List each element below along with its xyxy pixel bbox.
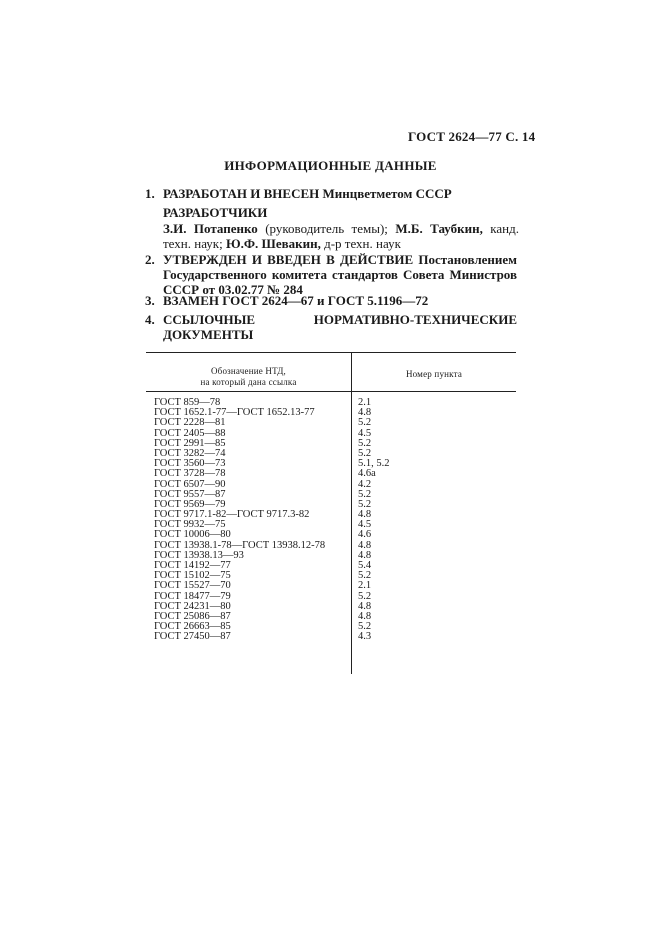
- clause-number: 4.8: [358, 509, 372, 521]
- table-top-rule: [146, 352, 516, 353]
- clause-number: 5.2: [358, 570, 372, 582]
- clause-number: 5.2: [358, 621, 372, 633]
- clause-number: 4.8: [358, 610, 372, 622]
- clause-number: 4.8: [358, 407, 372, 419]
- document-designation: ГОСТ 15527—70: [154, 580, 231, 592]
- document-designation: ГОСТ 14192—77: [154, 560, 231, 571]
- item-text: УТВЕРЖДЕН И ВВЕДЕН В ДЕЙСТВИЕ Постановлением Государственного комитета стандартов Совета Министров СССР от 03.02.77 № 284: [163, 252, 517, 297]
- clause-number: 4.5: [358, 427, 372, 439]
- section-title: ИНФОРМАЦИОННЫЕ ДАННЫЕ: [224, 158, 437, 173]
- item-text: ВЗАМЕН ГОСТ 2624—67 и ГОСТ 5.1196—72: [163, 293, 429, 308]
- document-designation: ГОСТ 2405—88: [154, 427, 226, 439]
- clause-number: 5.2: [358, 590, 372, 602]
- page-reference: ГОСТ 2624—77 С. 14: [408, 129, 536, 144]
- document-designation: ГОСТ 3728—78: [154, 468, 226, 480]
- clause-number: 5.2: [358, 488, 372, 500]
- document-designation: ГОСТ 3560—73: [154, 458, 226, 470]
- clause-number: 4.2: [358, 478, 372, 490]
- item-3: [145, 293, 517, 308]
- clause-number: 4.3: [358, 631, 372, 643]
- clause-number: 5.2: [358, 498, 372, 510]
- developer-name: Ю.Ф. Шевакин,: [225, 236, 321, 251]
- document-designation: ГОСТ 13938.13—93: [154, 549, 244, 561]
- reference-table: [146, 352, 516, 674]
- document-designation: ГОСТ 10006—80: [154, 529, 231, 541]
- item-4: [145, 312, 517, 342]
- column-header-document: [146, 366, 351, 388]
- clause-number: 4.6а: [358, 468, 376, 480]
- clause-number: 4.8: [358, 549, 372, 561]
- document-designation: ГОСТ 6507—90: [154, 478, 226, 490]
- clause-number: 5.2: [358, 447, 372, 459]
- clause-number: 5.2: [358, 437, 372, 449]
- document-designation: ГОСТ 25086—87: [154, 610, 231, 622]
- document-designation: ГОСТ 9569—79: [154, 498, 226, 510]
- item-1: [145, 186, 517, 201]
- column-header-point: Номер пункта: [405, 369, 463, 379]
- document-designation: ГОСТ 9717.1-82—ГОСТ 9717.3-82: [154, 509, 310, 521]
- item-number: 4.: [145, 312, 155, 327]
- document-designation: ГОСТ 859—78: [154, 397, 221, 408]
- clause-number: 4.5: [358, 519, 372, 531]
- column-header-line: Обозначение НТД,: [210, 366, 286, 376]
- document-designation: ГОСТ 24231—80: [154, 600, 231, 612]
- clause-number: 4.8: [358, 600, 372, 612]
- developer-name: М.Б. Таубкин,: [395, 221, 483, 236]
- document-designation: ГОСТ 1652.1-77—ГОСТ 1652.13-77: [154, 407, 315, 419]
- developers-list: [163, 221, 519, 251]
- column-header-line: на который дана ссылка: [200, 377, 297, 387]
- clause-number: 5.1, 5.2: [358, 458, 390, 470]
- document-designation: ГОСТ 13938.1-78—ГОСТ 13938.12-78: [154, 539, 326, 551]
- developer-name: З.И. Потапенко: [163, 221, 258, 236]
- clause-number: 5.2: [358, 417, 372, 429]
- clause-number: 2.1: [358, 580, 372, 592]
- developer-role: канд. техн. наук;: [163, 221, 519, 251]
- table-row: [146, 469, 516, 479]
- item-2: [145, 252, 517, 297]
- item-number: 2.: [145, 252, 155, 267]
- item-number: 3.: [145, 293, 155, 308]
- table-row: [146, 632, 516, 642]
- item-text: ССЫЛОЧНЫЕ НОРМАТИВНО-ТЕХНИЧЕСКИЕ ДОКУМЕНТЫ: [163, 312, 517, 342]
- clause-number: 4.8: [358, 539, 372, 551]
- table-body: [146, 398, 516, 643]
- item-text: РАЗРАБОТАН И ВНЕСЕН Минцветметом СССР: [163, 186, 452, 201]
- document-designation: ГОСТ 18477—79: [154, 590, 231, 602]
- document-designation: ГОСТ 9557—87: [154, 488, 226, 500]
- document-designation: ГОСТ 15102—75: [154, 570, 231, 582]
- table-header-rule: [146, 391, 516, 392]
- document-designation: ГОСТ 2991—85: [154, 437, 226, 449]
- clause-number: 5.4: [358, 560, 372, 571]
- developer-role: (руководитель темы);: [257, 221, 396, 236]
- clause-number: 4.6: [358, 529, 372, 541]
- item-number: 1.: [145, 186, 155, 201]
- document-designation: ГОСТ 27450—87: [154, 631, 231, 643]
- developers-heading: РАЗРАБОТЧИКИ: [163, 205, 268, 220]
- document-designation: ГОСТ 26663—85: [154, 621, 231, 633]
- document-designation: ГОСТ 9932—75: [154, 519, 226, 531]
- document-designation: ГОСТ 3282—74: [154, 447, 226, 459]
- developer-role: д-р техн. наук: [320, 236, 401, 251]
- document-designation: ГОСТ 2228—81: [154, 417, 226, 429]
- clause-number: 2.1: [358, 397, 372, 408]
